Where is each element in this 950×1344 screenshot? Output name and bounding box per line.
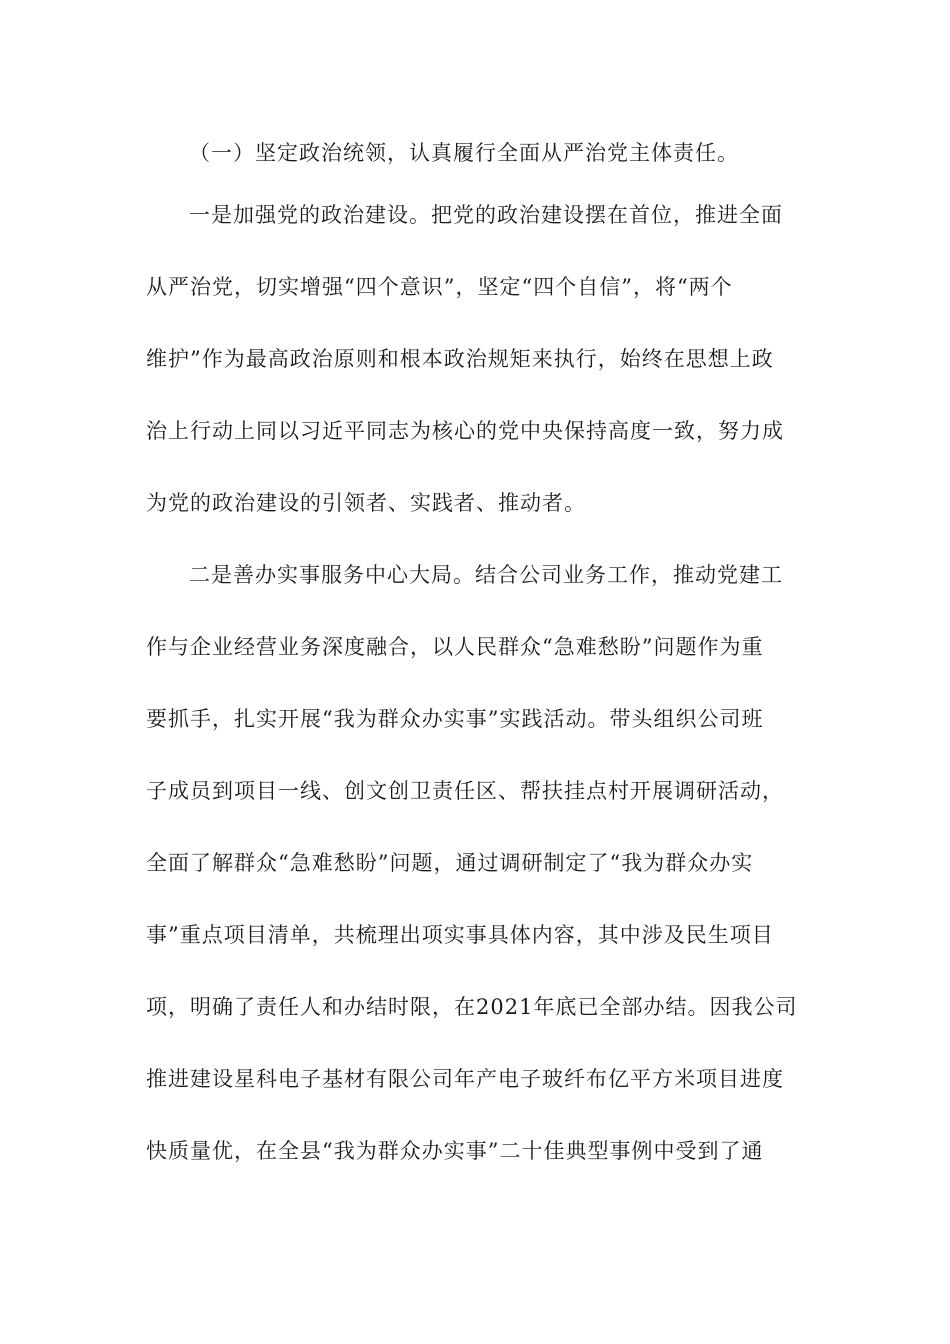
paragraph-line: 快质量优，在全县“我为群众办实事”二十佳典型事例中受到了通: [146, 1139, 764, 1163]
paragraph-line: 推进建设星科电子基材有限公司年产电子玻纤布亿平方米项目进度: [146, 1067, 784, 1091]
paragraph-political-building: [146, 179, 806, 539]
paragraph-line: 从严治党，切实增强“四个意识”，坚定“四个自信”，将“两个: [146, 275, 733, 299]
paragraph-practical-matters: [146, 539, 806, 1187]
paragraph-line: 治上行动上同以习近平同志为核心的党中央保持高度一致，努力成: [146, 419, 784, 443]
section-heading: （一）坚定政治统领，认真履行全面从严治党主体责任。: [189, 141, 739, 165]
paragraph-line: 为党的政治建设的引领者、实践者、推动者。: [146, 491, 586, 515]
paragraph-line: 维护”作为最高政治原则和根本政治规矩来执行，始终在思想上政: [146, 347, 774, 371]
paragraph-line: 项，明确了责任人和办结时限，在2021年底已全部办结。因我公司: [146, 995, 798, 1019]
paragraph-line: 一是加强党的政治建设。把党的政治建设摆在首位，推进全面: [189, 203, 783, 227]
paragraph-line: 事”重点项目清单，共梳理出项实事具体内容，其中涉及民生项目: [146, 923, 774, 947]
paragraph-line: 二是善办实事服务中心大局。结合公司业务工作，推动党建工: [189, 563, 783, 587]
paragraph-line: 子成员到项目一线、创文创卫责任区、帮扶挂点村开展调研活动，: [146, 779, 784, 803]
paragraph-line: 要抓手，扎实开展“我为群众办实事”实践活动。带头组织公司班: [146, 707, 764, 731]
document-body: [146, 128, 806, 1187]
paragraph-line: 全面了解群众“急难愁盼”问题，通过调研制定了“我为群众办实: [146, 851, 754, 875]
paragraph-line: 作与企业经营业务深度融合，以人民群众“急难愁盼”问题作为重: [146, 635, 764, 659]
